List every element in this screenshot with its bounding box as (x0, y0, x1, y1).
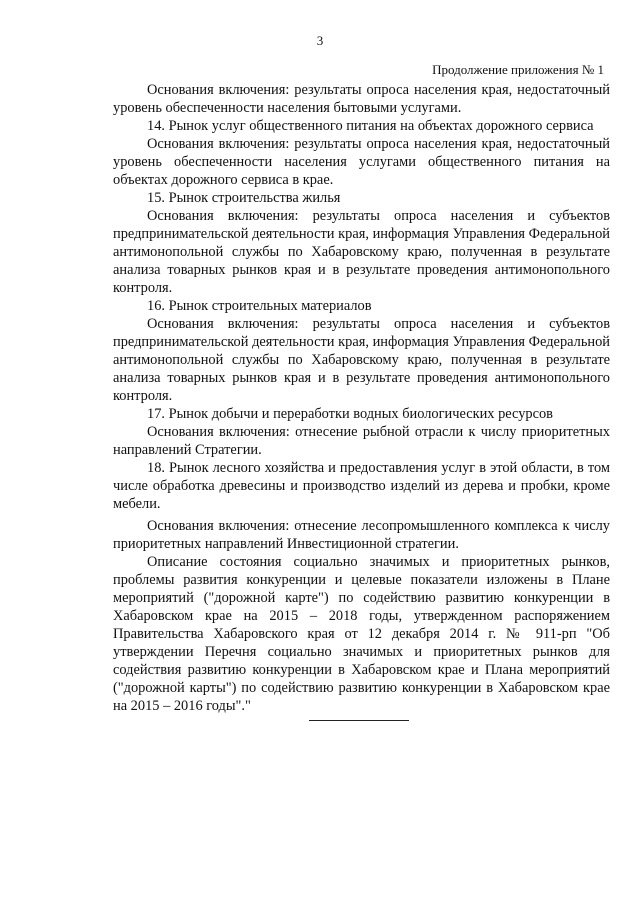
description-paragraph: Описание состояния социально значимых и приоритетных рынков, проблемы развития конкуренции и целевые показатели изложены в Плане мероприятий ("дорожной карте") по содействию развитию конкуренции в Хабаровском крае на 2015 – 2018 годы, утвержденном распоряжением Правительства Хабаровского края от 12 декабря 2014 г. № 911-рп "Об утверждении Перечня социально значимых и приоритетных рынков для содействия развитию конкуренции в Хабаровском крае и Плана мероприятий ("дорожной карты") по содействию развитию конкуренции в Хабаровском крае на 2015 – 2016 годы"." (113, 554, 610, 714)
document-body (113, 81, 610, 715)
market-heading-14: 14. Рынок услуг общественного питания на объектах дорожного сервиса (147, 118, 594, 134)
inclusion-basis-paragraph: Основания включения: результаты опроса населения края, недостаточный уровень обеспеченности населения бытовыми услугами. (113, 82, 610, 116)
inclusion-basis-paragraph: Основания включения: результаты опроса населения и субъектов предпринимательской деятельности края, информация Управления Федеральной антимонопольной службы по Хабаровскому краю, полученная в результате анализа товарных рынков края и в результате проведения антимонопольного контроля. (113, 316, 610, 404)
market-heading-18: 18. Рынок лесного хозяйства и предоставления услуг в этой области, в том числе обработка древесины и производство изделий из дерева и пробки, кроме мебели. (113, 460, 610, 512)
inclusion-basis-paragraph: Основания включения: отнесение лесопромышленного комплекса к числу приоритетных направлений Инвестиционной стратегии. (113, 518, 610, 552)
market-heading-17: 17. Рынок добычи и переработки водных биологических ресурсов (147, 406, 553, 422)
inclusion-basis-paragraph: Основания включения: результаты опроса населения края, недостаточный уровень обеспеченности населения услугами общественного питания на объектах дорожного сервиса в крае. (113, 136, 610, 188)
inclusion-basis-paragraph: Основания включения: результаты опроса населения и субъектов предпринимательской деятельности края, информация Управления Федеральной антимонопольной службы по Хабаровскому краю, полученная в результате анализа товарных рынков края и в результате проведения антимонопольного контроля. (113, 208, 610, 296)
page-number: 3 (316, 33, 324, 48)
market-heading-16: 16. Рынок строительных материалов (147, 298, 372, 314)
appendix-continuation-note: Продолжение приложения № 1 (432, 62, 604, 77)
end-of-text-rule (309, 720, 409, 721)
inclusion-basis-paragraph: Основания включения: отнесение рыбной отрасли к числу приоритетных направлений Стратегии. (113, 424, 610, 458)
market-heading-15: 15. Рынок строительства жилья (147, 190, 341, 206)
